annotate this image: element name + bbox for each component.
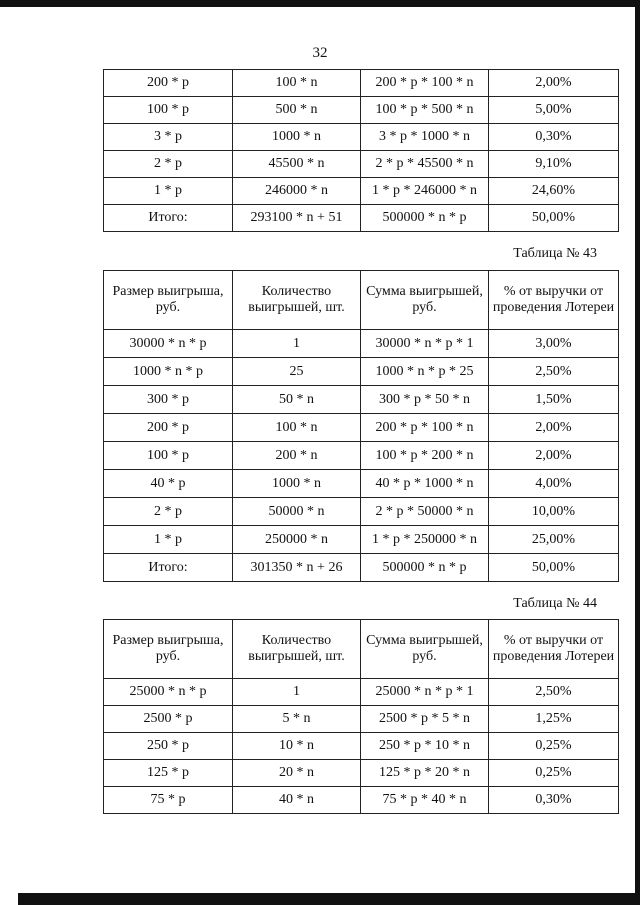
scan-border-top [0, 0, 640, 7]
column-header-revenue-share: % от выручки от проведения Лотереи [489, 620, 619, 679]
table-cell: 25 [233, 358, 361, 386]
table-cell: 293100 * n + 51 [233, 205, 361, 232]
column-header-prize-count: Количество выигрышей, шт. [233, 620, 361, 679]
column-header-prize-count: Количество выигрышей, шт. [233, 271, 361, 330]
table-cell: 250 * p * 10 * n [361, 733, 489, 760]
table-cell: 10,00% [489, 498, 619, 526]
column-header-prize-size: Размер выигрыша, руб. [104, 271, 233, 330]
table-cell: 200 * p * 100 * n [361, 70, 489, 97]
table-cell: 9,10% [489, 151, 619, 178]
table-row [104, 414, 619, 442]
table-cell: 1000 * n * p * 25 [361, 358, 489, 386]
table-44-caption: Таблица № 44 [513, 596, 597, 611]
table-cell: 2,50% [489, 679, 619, 706]
table-row [104, 733, 619, 760]
table-cell: 3,00% [489, 330, 619, 358]
table-cell: 25000 * n * p * 1 [361, 679, 489, 706]
table-cell: 1 * p [104, 526, 233, 554]
table-cell: 200 * p * 100 * n [361, 414, 489, 442]
page-number: 32 [312, 45, 328, 61]
table-cell: 100 * p [104, 97, 233, 124]
prize-table-43 [103, 270, 619, 582]
table-43-caption: Таблица № 43 [513, 246, 597, 261]
table-cell: Итого: [104, 554, 233, 582]
table-cell: 40 * p * 1000 * n [361, 470, 489, 498]
table-cell: 5,00% [489, 97, 619, 124]
table-row [104, 124, 619, 151]
table-cell: 100 * n [233, 70, 361, 97]
table-cell: 125 * p * 20 * n [361, 760, 489, 787]
table-cell: 250 * p [104, 733, 233, 760]
table-cell: 40 * n [233, 787, 361, 814]
table-cell: 100 * n [233, 414, 361, 442]
table-cell: 200 * p [104, 414, 233, 442]
table-cell: 0,25% [489, 733, 619, 760]
table-row [104, 358, 619, 386]
table-cell: 2 * p * 45500 * n [361, 151, 489, 178]
table-row [104, 70, 619, 97]
table-cell: 10 * n [233, 733, 361, 760]
table-row [104, 498, 619, 526]
table-cell: 300 * p [104, 386, 233, 414]
table-cell: 1 * p * 250000 * n [361, 526, 489, 554]
column-header-prize-sum: Сумма выигрышей, руб. [361, 271, 489, 330]
table-cell: 25,00% [489, 526, 619, 554]
table-row [104, 151, 619, 178]
column-header-revenue-share: % от выручки от проведения Лотереи [489, 271, 619, 330]
table-cell: 30000 * n * p * 1 [361, 330, 489, 358]
table-header-row [104, 620, 619, 679]
table-cell: 75 * p [104, 787, 233, 814]
table-cell: 45500 * n [233, 151, 361, 178]
table-row [104, 679, 619, 706]
table-row [104, 787, 619, 814]
table-row [104, 760, 619, 787]
table-cell: 500 * n [233, 97, 361, 124]
table-cell: 2500 * p [104, 706, 233, 733]
table-row [104, 442, 619, 470]
table-header-row [104, 271, 619, 330]
table-cell: 1 * p [104, 178, 233, 205]
table-cell: 200 * p [104, 70, 233, 97]
table-cell: 100 * p [104, 442, 233, 470]
prize-table-44 [103, 619, 619, 814]
table-cell: 2500 * p * 5 * n [361, 706, 489, 733]
table-cell: 2 * p [104, 498, 233, 526]
table-cell: 50,00% [489, 554, 619, 582]
table-row [104, 178, 619, 205]
table-cell: 300 * p * 50 * n [361, 386, 489, 414]
scan-border-bottom [18, 893, 640, 905]
prize-table-continued [103, 69, 619, 232]
table-cell: 0,25% [489, 760, 619, 787]
table-cell: 5 * n [233, 706, 361, 733]
table-cell: 500000 * n * p [361, 205, 489, 232]
table-cell: 1,50% [489, 386, 619, 414]
table-cell: 30000 * n * p [104, 330, 233, 358]
table-row [104, 97, 619, 124]
table-cell: 75 * p * 40 * n [361, 787, 489, 814]
table-cell: 25000 * n * p [104, 679, 233, 706]
table-row [104, 706, 619, 733]
table-cell: 100 * p * 200 * n [361, 442, 489, 470]
table-cell: 4,00% [489, 470, 619, 498]
table-cell: 1 [233, 330, 361, 358]
table-total-row [104, 205, 619, 232]
table-cell: 1,25% [489, 706, 619, 733]
table-cell: 125 * p [104, 760, 233, 787]
table-cell: 3 * p * 1000 * n [361, 124, 489, 151]
table-row [104, 386, 619, 414]
table-cell: 2,00% [489, 414, 619, 442]
table-cell: 200 * n [233, 442, 361, 470]
table-cell: 50 * n [233, 386, 361, 414]
table-cell: 1000 * n [233, 124, 361, 151]
table-cell: 1 [233, 679, 361, 706]
table-cell: 2 * p [104, 151, 233, 178]
table-cell: 246000 * n [233, 178, 361, 205]
table-cell: 1000 * n [233, 470, 361, 498]
table-cell: 1 * p * 246000 * n [361, 178, 489, 205]
table-cell: 24,60% [489, 178, 619, 205]
table-cell: Итого: [104, 205, 233, 232]
table-row [104, 330, 619, 358]
table-cell: 2,50% [489, 358, 619, 386]
table-row [104, 526, 619, 554]
table-cell: 500000 * n * p [361, 554, 489, 582]
table-cell: 2,00% [489, 70, 619, 97]
table-row [104, 470, 619, 498]
column-header-prize-sum: Сумма выигрышей, руб. [361, 620, 489, 679]
table-cell: 2,00% [489, 442, 619, 470]
table-cell: 3 * p [104, 124, 233, 151]
table-cell: 0,30% [489, 124, 619, 151]
table-total-row [104, 554, 619, 582]
table-cell: 2 * p * 50000 * n [361, 498, 489, 526]
table-cell: 100 * p * 500 * n [361, 97, 489, 124]
table-cell: 40 * p [104, 470, 233, 498]
table-cell: 301350 * n + 26 [233, 554, 361, 582]
column-header-prize-size: Размер выигрыша, руб. [104, 620, 233, 679]
table-cell: 50000 * n [233, 498, 361, 526]
table-cell: 1000 * n * p [104, 358, 233, 386]
table-cell: 0,30% [489, 787, 619, 814]
table-cell: 50,00% [489, 205, 619, 232]
table-cell: 250000 * n [233, 526, 361, 554]
scan-border-right [635, 0, 640, 905]
table-cell: 20 * n [233, 760, 361, 787]
